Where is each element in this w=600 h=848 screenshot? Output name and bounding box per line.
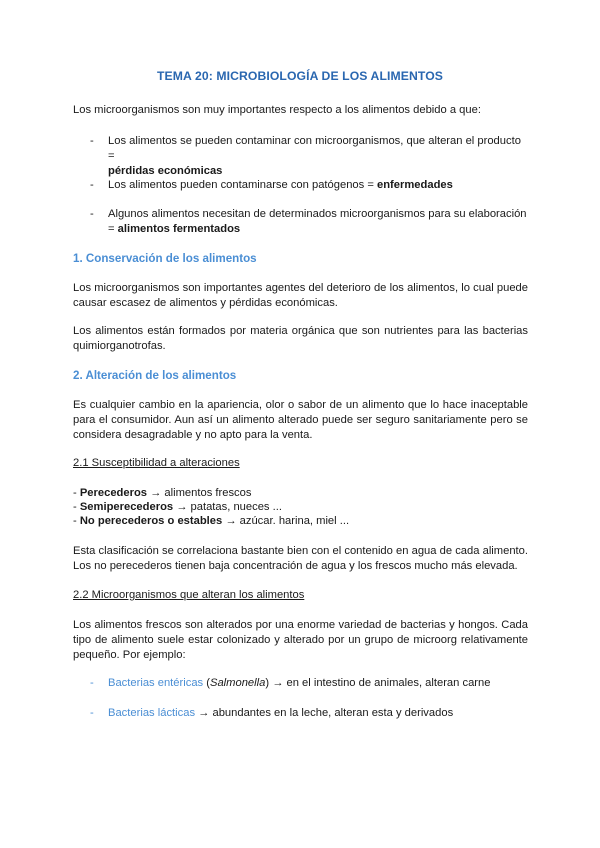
list-item-text: → alimentos frescos — [150, 487, 252, 499]
list-item — [108, 207, 528, 237]
list-item-bold: Semiperecederos — [79, 501, 174, 513]
intro-paragraph: Los microorganismos son muy importantes respecto a los alimentos debido a que: — [73, 104, 481, 116]
list-item-text: → en el intestino de animales, alteran carne — [272, 677, 491, 689]
organism-italic: Salmonella — [209, 677, 266, 689]
bullet-dash: - — [73, 501, 77, 513]
bullet-dash: - — [90, 135, 94, 147]
bullet-dash: - — [90, 677, 94, 689]
list-item — [73, 514, 528, 529]
list-item-text: → abundantes en la leche, alteran esta y derivados — [198, 707, 454, 719]
list-item — [108, 178, 528, 193]
organism-name: Bacterias lácticas — [108, 707, 196, 719]
subsection-heading: 2.2 Microorganismos que alteran los alimentos — [73, 589, 305, 601]
list-item — [108, 134, 528, 179]
paragraph: Los microorganismos son importantes agentes del deterioro de los alimentos, lo cual puede causar escasez de alimentos y pérdidas económicas. — [73, 282, 528, 309]
bullet-dash: - — [90, 707, 94, 719]
list-item-bold: enfermedades — [377, 179, 453, 191]
organism-name: Bacterias entéricas — [108, 677, 204, 689]
paren: ( — [206, 677, 210, 689]
paragraph: Es cualquier cambio en la apariencia, olor o sabor de un alimento que lo hace inaceptable para el consumidor. Aun así un alimento alterado puede ser seguro sanitariamente pero se considera desagradable y no apto para la venta. — [73, 399, 528, 441]
bullet-dash: - — [73, 515, 77, 527]
page-title: TEMA 20: MICROBIOLOGÍA DE LOS ALIMENTOS — [156, 69, 444, 83]
list-item-text: → patatas, nueces ... — [176, 501, 282, 513]
section-heading: 1. Conservación de los alimentos — [73, 252, 257, 265]
list-item-bold: pérdidas económicas — [108, 165, 223, 177]
list-item — [108, 706, 528, 721]
list-item — [108, 676, 528, 691]
list-item-bold: alimentos fermentados — [117, 223, 241, 235]
list-item-text: Los alimentos pueden contaminarse con patógenos = — [108, 179, 374, 191]
paragraph: Los alimentos están formados por materia orgánica que son nutrientes para las bacterias quimiorganotrofas. — [73, 325, 528, 352]
section-heading: 2. Alteración de los alimentos — [73, 369, 237, 382]
bullet-dash: - — [73, 487, 77, 499]
list-item-bold: Perecederos — [79, 487, 148, 499]
subsection-heading: 2.1 Susceptibilidad a alteraciones — [73, 457, 240, 469]
paragraph: Los alimentos frescos son alterados por una enorme variedad de bacterias y hongos. Cada tipo de alimento suele estar colonizado y alterado por un grupo de microorg relativamente pequeño. Por ejemplo: — [73, 619, 528, 661]
paren: ) — [265, 677, 270, 689]
list-item-bold: No perecederos o estables — [79, 515, 223, 527]
list-item-text: → azúcar. harina, miel ... — [225, 515, 350, 527]
list-item — [73, 486, 528, 501]
paragraph: Esta clasificación se correlaciona bastante bien con el contenido en agua de cada alimento. Los no perecederos tienen baja concentración de agua y los frescos mucho más elevada. — [73, 545, 528, 572]
bullet-dash: - — [90, 208, 94, 220]
bullet-dash: - — [90, 179, 94, 191]
list-item — [73, 500, 528, 515]
list-item-text: Algunos alimentos necesitan de determinados microorganismos para su elaboración = — [108, 208, 527, 235]
list-item-text: Los alimentos se pueden contaminar con microorganismos, que alteran el producto = — [108, 135, 521, 162]
